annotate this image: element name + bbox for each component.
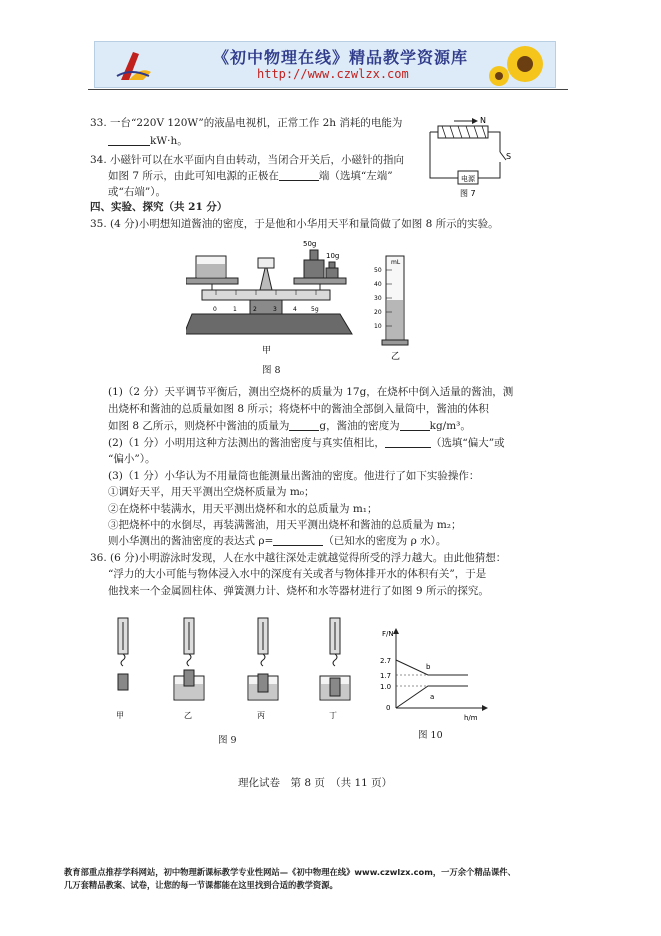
q35-p1-line2: 出烧杯和酱油的总质量如图 8 所示；将烧杯中的酱油全部倒入量筒中，酱油的体积 — [108, 403, 489, 415]
q35-step3: ③把烧杯中的水倒尽，再装满酱油，用天平测出烧杯和酱油的总质量为 m₂； — [108, 519, 462, 531]
fig8-weight-50g: 50g — [303, 240, 317, 248]
fig10-y-tick: 1.7 — [380, 672, 392, 680]
svg-text:乙: 乙 — [184, 711, 192, 720]
q35-p3-line1: (3)（1 分）小华认为不用量筒也能测量出酱油的密度。他进行了如下实验操作： — [108, 470, 480, 482]
figure-9 — [100, 614, 360, 726]
q35-p1-line3: 如图 8 乙所示，则烧杯中酱油的质量为 g，酱油的密度为 kg/m³。 — [108, 420, 471, 432]
q36-line3: 他找来一个金属圆柱体、弹簧测力计、烧杯和水等器材进行了如图 9 所示的探究。 — [108, 585, 489, 597]
q35-expression-blank[interactable] — [273, 534, 323, 546]
fig8-cylinder-tick: 40 — [374, 281, 382, 288]
banner-url[interactable]: http://www.czwlzx.com — [257, 67, 409, 81]
fig9-setup-1 — [116, 618, 128, 720]
banner-title: 《初中物理在线》精品教学资源库 — [213, 48, 469, 67]
fig10-y-tick: 2.7 — [380, 657, 392, 665]
q35-intro: 35. (4 分)小明想知道酱油的密度，于是他和小华用天平和量筒做了如图 8 所示的实验。 — [90, 218, 499, 230]
q34-line3: 或“右端”）。 — [108, 186, 166, 198]
fig7-caption: 图 7 — [460, 189, 476, 198]
page-footer: 理化试卷 第 8 页 （共 11 页） — [238, 777, 393, 789]
fig10-y-tick: 0 — [386, 704, 391, 712]
fig8-cylinder-tick: 10 — [374, 323, 382, 330]
fig8-ruler-tick: 0 — [213, 306, 217, 313]
q36-line2: “浮力的大小可能与物体浸入水中的深度有关或者与物体排开水的体积有关”，于是 — [108, 568, 487, 580]
fig8-cylinder-tick: 30 — [374, 295, 382, 302]
bottom-note-line2: 几万套精品教案、试卷，让您的每一节课都能在这里找到合适的教学资源。 — [64, 880, 338, 890]
figure-8 — [186, 236, 426, 368]
svg-text:甲: 甲 — [116, 711, 124, 720]
q35-p2-line2: “偏小”）。 — [108, 453, 156, 465]
fig8-ruler-tick: 3 — [273, 306, 277, 313]
fig8-caption: 图 8 — [262, 365, 281, 376]
q35-compare-blank[interactable] — [385, 436, 431, 448]
q33-line1: 33. 一台“220V 120W”的液晶电视机，正常工作 2h 消耗的电能为 — [90, 117, 403, 129]
svg-text:丙: 丙 — [257, 711, 265, 720]
fig10-y-label: F/N — [382, 630, 394, 638]
fig10-x-label: h/m — [464, 714, 478, 722]
fig10-curve-label: b — [426, 663, 431, 671]
fig10-curve-label: a — [430, 693, 435, 701]
q33-line2: kW·h。 — [108, 134, 188, 148]
svg-text:丁: 丁 — [329, 711, 337, 720]
fig8-label-yi: 乙 — [391, 352, 401, 362]
fig10-y-tick: 1.0 — [380, 683, 392, 691]
figure-7-circuit — [426, 112, 518, 202]
fig10-curve-b — [396, 660, 468, 675]
q33-answer-blank[interactable] — [108, 134, 150, 146]
fig9-setup-4 — [320, 618, 350, 720]
q35-mass-blank[interactable] — [289, 419, 319, 431]
q34-line2: 如图 7 所示，由此可知电源的正极在 端（选填“左端” — [108, 170, 393, 182]
fig10-caption: 图 10 — [418, 730, 443, 741]
fig9-caption: 图 9 — [218, 735, 237, 746]
fig9-setup-2 — [174, 618, 204, 720]
fig8-ruler-tick: 4 — [293, 306, 297, 313]
fig8-ruler-tick: 5g — [311, 306, 319, 313]
fig8-cylinder-tick: 50 — [374, 267, 382, 274]
header-divider — [88, 89, 568, 90]
sunflower-icon — [487, 42, 553, 87]
fig8-cylinder-unit: mL — [391, 259, 401, 266]
fig8-cylinder-tick: 20 — [374, 309, 382, 316]
q36-line1: 36. (6 分)小明游泳时发现，人在水中越往深处走就越觉得所受的浮力越大。由此他猜想： — [90, 552, 507, 564]
q35-p1-line1: (1)（2 分）天平调节平衡后，测出空烧杯的质量为 17g，在烧杯中倒入适量的酱油，测 — [108, 386, 514, 398]
bottom-note-line1: 教育部重点推荐学科网站，初中物理新课标教学专业性网站—《初中物理在线》www.czwlzx.com，一万余个精品课件、 — [64, 867, 516, 877]
q35-step2: ②在烧杯中装满水，用天平测出烧杯和水的总质量为 m₁； — [108, 503, 378, 515]
figure-10-graph — [372, 626, 494, 722]
site-logo-icon — [113, 46, 155, 84]
section-4-title: 四、实验、探究（共 21 分） — [90, 201, 228, 213]
q35-step1: ①调好天平，用天平测出空烧杯质量为 m₀； — [108, 486, 315, 498]
fig9-setup-3 — [248, 618, 278, 720]
q34-line1: 34. 小磁针可以在水平面内自由转动，当闭合开关后，小磁针的指向 — [90, 154, 405, 166]
fig8-weight-10g: 10g — [326, 252, 340, 260]
fig7-s-label: S — [506, 152, 512, 161]
q35-p2-line1: (2)（1 分）小明用这种方法测出的酱油密度与真实值相比， （选填“偏大”或 — [108, 437, 505, 449]
site-banner — [94, 41, 556, 88]
fig7-source-label: 电源 — [461, 175, 475, 183]
fig8-ruler-tick: 2 — [253, 306, 257, 313]
fig8-ruler-tick: 1 — [233, 306, 237, 313]
q35-density-blank[interactable] — [400, 419, 430, 431]
q35-final: 则小华测出的酱油密度的表达式 ρ= （已知水的密度为 ρ 水）。 — [108, 535, 447, 547]
fig8-label-jia: 甲 — [262, 346, 272, 356]
q34-answer-blank[interactable] — [279, 169, 319, 181]
fig7-n-label: N — [480, 116, 486, 125]
